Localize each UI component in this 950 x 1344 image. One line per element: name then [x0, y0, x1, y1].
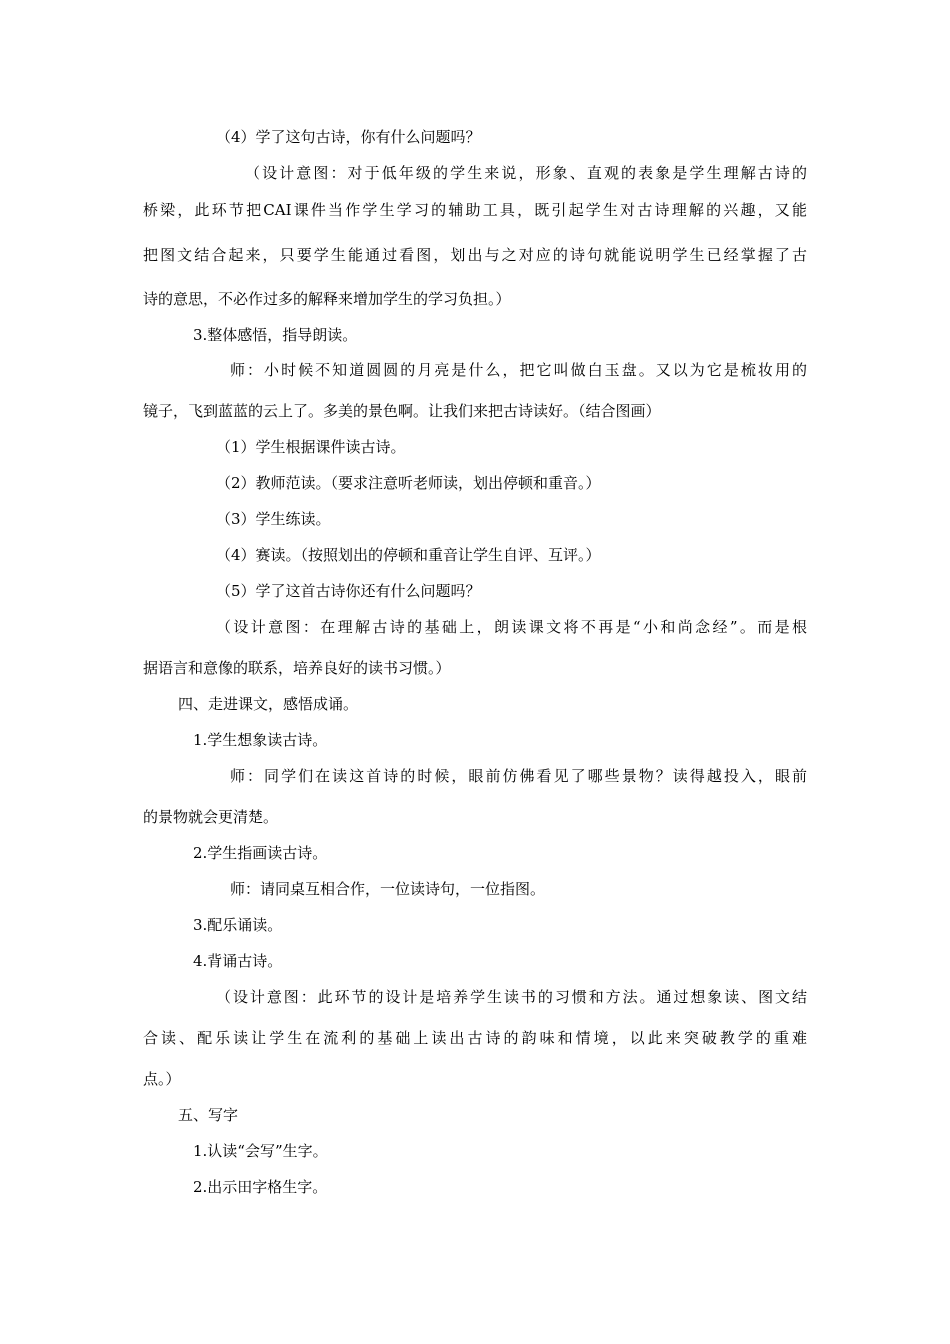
section-heading: 2.出示田字格生字。 [193, 1178, 328, 1196]
section-heading: 3.配乐诵读。 [193, 916, 283, 934]
paragraph-line: （设计意图：在理解古诗的基础上，朗读课文将不再是“小和尚念经”。而是根 [216, 618, 807, 636]
section-heading: 4.背诵古诗。 [193, 952, 283, 970]
paragraph-line: 师：同学们在读这首诗的时候，眼前仿佛看见了哪些景物？读得越投入，眼前 [230, 767, 807, 785]
section-heading: 1.学生想象读古诗。 [193, 731, 328, 749]
paragraph-line: （4）学了这句古诗，你有什么问题吗？ [216, 128, 481, 146]
paragraph-line: 合读、配乐读让学生在流利的基础上读出古诗的韵味和情境，以此来突破教学的重难 [143, 1029, 807, 1047]
section-heading: 1.认读“会写”生字。 [193, 1142, 328, 1160]
section-heading: 3.整体感悟，指导朗读。 [193, 326, 358, 344]
paragraph-line: 桥梁，此环节把CAI课件当作学生学习的辅助工具，既引起学生对古诗理解的兴趣，又能 [143, 201, 807, 219]
list-item: （5）学了这首古诗你还有什么问题吗？ [216, 582, 481, 600]
paragraph-line: 诗的意思，不必作过多的解释来增加学生的学习负担。） [143, 290, 511, 308]
paragraph-line: 的景物就会更清楚。 [143, 808, 279, 826]
list-item: （3）学生练读。 [216, 510, 331, 528]
paragraph-line: 据语言和意像的联系，培养良好的读书习惯。） [143, 659, 451, 677]
paragraph-line: 点。） [143, 1070, 181, 1088]
section-heading: 五、写字 [178, 1106, 239, 1124]
paragraph-line: （设计意图：此环节的设计是培养学生读书的习惯和方法。通过想象读、图文结 [216, 988, 807, 1006]
list-item: （2）教师范读。（要求注意听老师读，划出停顿和重音。） [216, 474, 601, 492]
list-item: （4）赛读。（按照划出的停顿和重音让学生自评、互评。） [216, 546, 601, 564]
paragraph-line: 师：小时候不知道圆圆的月亮是什么，把它叫做白玉盘。又以为它是梳妆用的 [230, 361, 807, 379]
paragraph-line: 把图文结合起来，只要学生能通过看图，划出与之对应的诗句就能说明学生已经掌握了古 [143, 246, 807, 264]
section-heading: 四、走进课文，感悟成诵。 [178, 695, 359, 713]
paragraph-line: （设计意图：对于低年级的学生来说，形象、直观的表象是学生理解古诗的 [245, 164, 807, 182]
paragraph-line: 师：请同桌互相合作，一位读诗句，一位指图。 [230, 880, 546, 898]
section-heading: 2.学生指画读古诗。 [193, 844, 328, 862]
list-item: （1）学生根据课件读古诗。 [216, 438, 406, 456]
paragraph-line: 镜子，飞到蓝蓝的云上了。多美的景色啊。让我们来把古诗读好。（结合图画） [143, 402, 661, 420]
